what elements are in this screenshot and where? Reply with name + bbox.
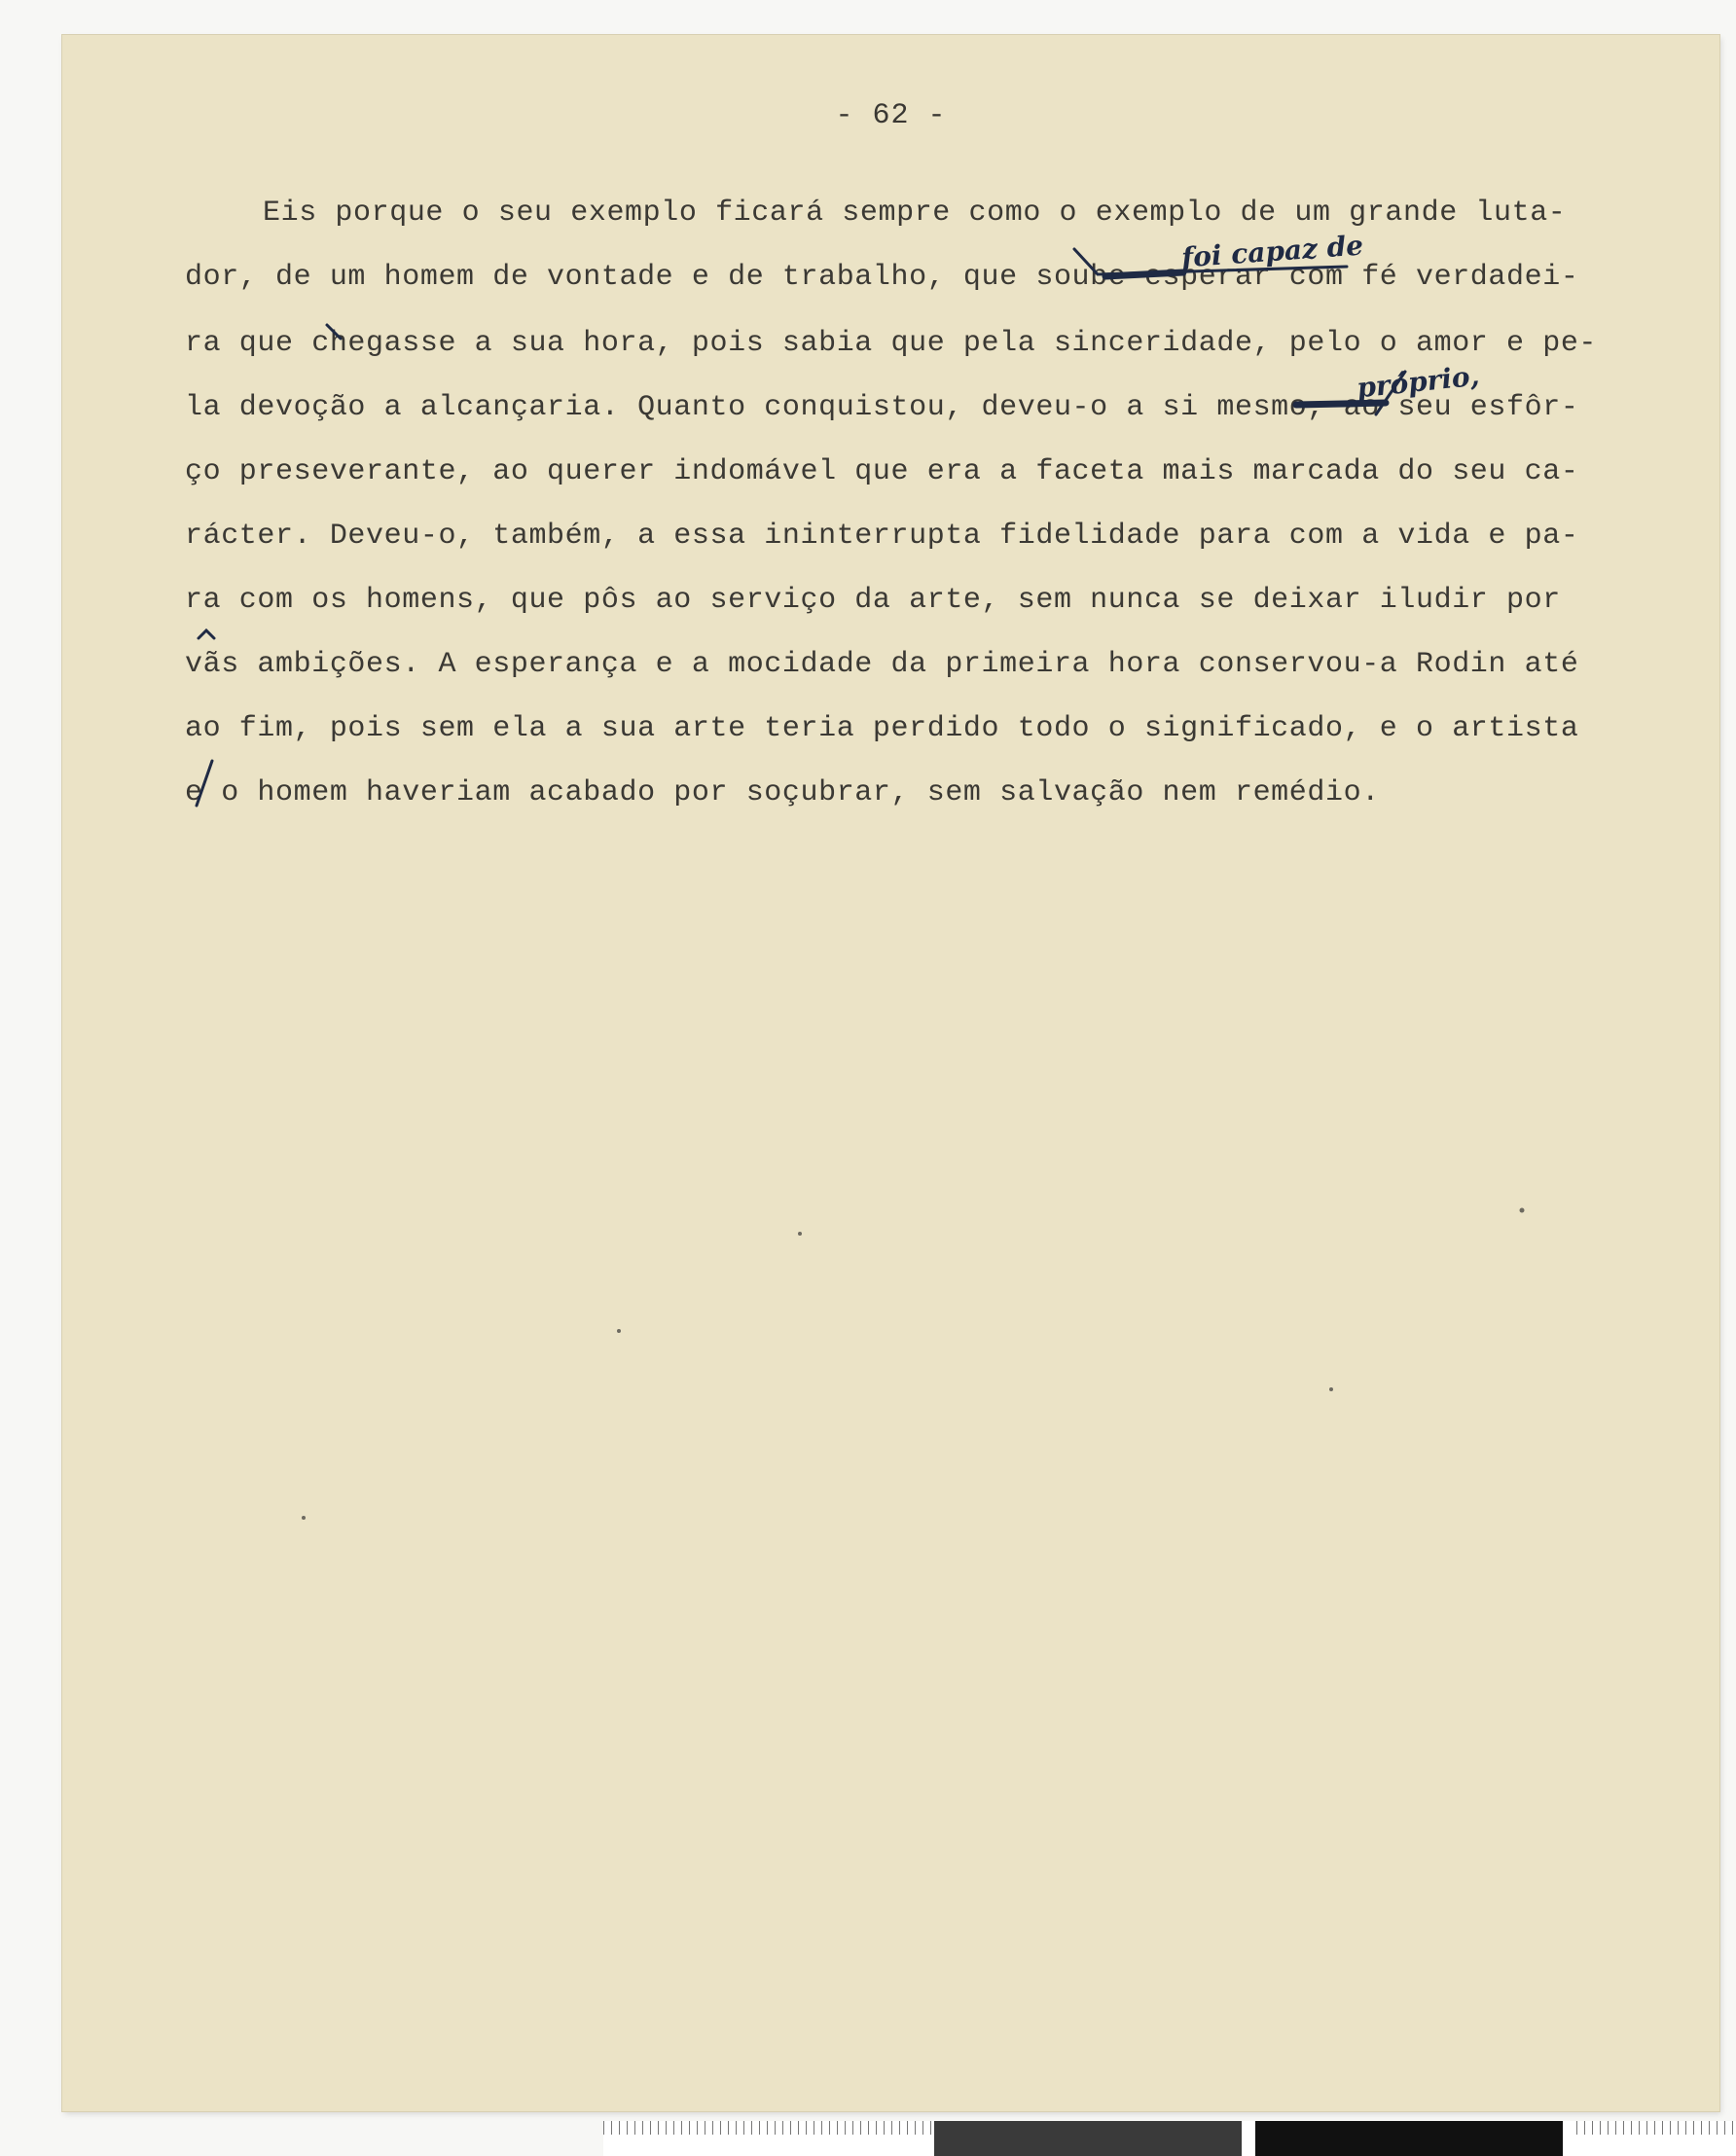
text-line: ço preseverante, ao querer indomável que era a faceta mais marcada do seu ca- [185,455,1579,488]
paper-speck [1329,1387,1333,1391]
ruler-black-patch [1255,2121,1563,2156]
text-line: vãs ambições. A esperança e a mocidade da primeira hora conservou-a Rodin até [185,648,1579,681]
text-line: e o homem haveriam acabado por soçubrar, sem salvação nem remédio. [185,776,1380,809]
ruler-grey-patch [934,2121,1242,2156]
document-page [62,35,1719,2111]
paper-speck [798,1232,802,1236]
paper-speck [617,1329,621,1333]
paper-speck [302,1516,306,1520]
page-number: - 62 - [835,99,947,132]
paper-speck [1520,1208,1525,1213]
ruler-ticks [1576,2121,1736,2156]
accent-mark [199,630,214,638]
text-line: ra que chegasse a sua hora, pois sabia que pela sinceridade, pelo o amor e pe- [185,327,1598,360]
text-line: la devoção a alcançaria. Quanto conquistou, deveu-o a si mesmo, ao seu esfôr- [185,391,1579,424]
text-line: ao fim, pois sem ela a sua arte teria perdido todo o significado, e o artista [185,712,1579,745]
handwritten-correction: próprio, [1355,359,1481,405]
text-line: ra com os homens, que pôs ao serviço da arte, sem nunca se deixar iludir por [185,584,1561,617]
text-line: dor, de um homem de vontade e de trabalho, que soube esperar com fé verdadei- [185,261,1579,294]
handwritten-correction: foi capaz de [1180,229,1364,274]
color-scale-ruler [603,2121,1736,2156]
text-line: Eis porque o seu exemplo ficará sempre como o exemplo de um grande luta- [263,197,1567,230]
ruler-ticks [603,2121,934,2156]
text-line: rácter. Deveu-o, também, a essa ininterrupta fidelidade para com a vida e pa- [185,520,1579,553]
